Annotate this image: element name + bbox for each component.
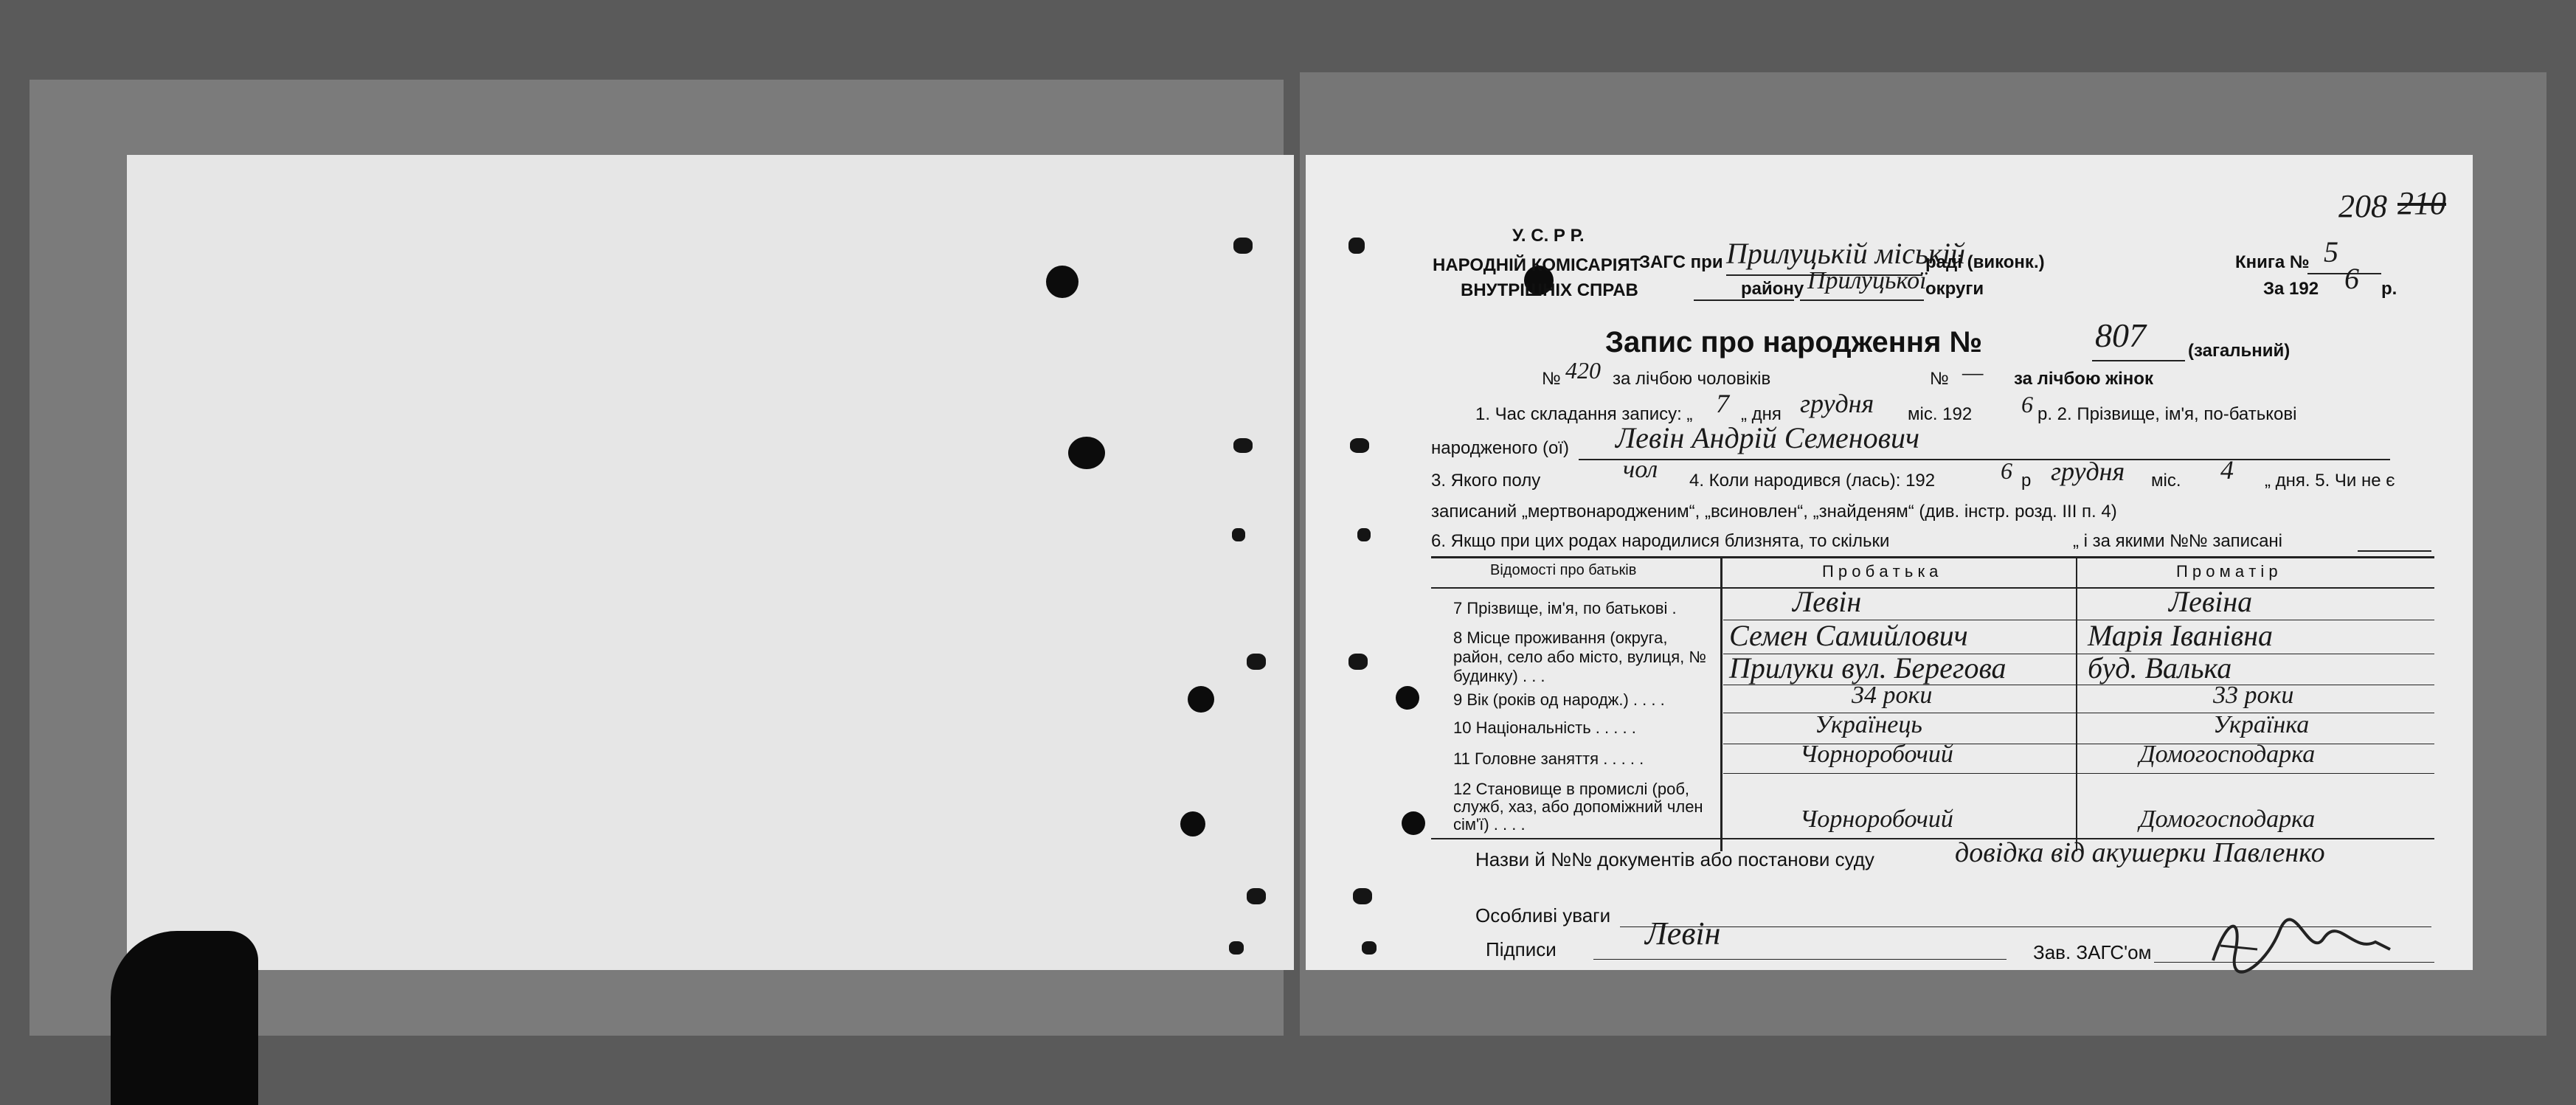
binding-hole (1353, 888, 1372, 904)
col-header-mother: П р о м а т і р (2176, 562, 2278, 581)
book-label: Книга № (2235, 252, 2310, 272)
birth-month: грудня (2051, 457, 2125, 486)
binding-hole (1362, 941, 1377, 955)
blank-left-page (127, 155, 1294, 970)
mother-status: Домогосподарка (2139, 806, 2316, 833)
field1-label: 1. Час складання запису: „ (1475, 404, 1693, 424)
col-header-father: П р о б а т ь к а (1822, 562, 1939, 581)
binding-hole (1396, 686, 1419, 710)
raion-line (1694, 299, 1794, 301)
year-digit: 6 (2344, 262, 2359, 295)
field4-year-suffix: р (2021, 471, 2032, 491)
zags-rada-suffix: раді (виконк.) (1925, 252, 2045, 272)
field4-month-suffix: міс. (2151, 471, 2181, 491)
zags-head-label: Зав. ЗАГС'ом (2033, 941, 2152, 963)
binding-hole (1247, 654, 1266, 670)
record-number-line (2092, 360, 2185, 361)
birth-record-day: 7 (1716, 389, 1729, 418)
binding-hole (1188, 686, 1214, 713)
field6-end-line (2358, 550, 2431, 552)
field4-label: 4. Коли народився (лась): 192 (1689, 471, 1936, 491)
record-month: грудня (1800, 389, 1874, 418)
zags-head-signature (2206, 909, 2397, 975)
field1-month-suffix: міс. 192 (1908, 404, 1973, 424)
men-prefix: № (1542, 369, 1561, 389)
archive-crossed-number: 210 (2397, 185, 2446, 221)
signatures-label: Підписи (1486, 938, 1557, 960)
col-header-parents: Відомості про батьків (1490, 562, 1637, 578)
docs-value: довідка від акушерки Павленко (1955, 837, 2325, 868)
table-top-border (1431, 556, 2434, 558)
child-name: Левін Андрій Семенович (1616, 421, 1920, 454)
signature-value: Левін (1645, 915, 1721, 952)
field5-cont: записаний „мертвонародженим“, „всиновлен“, „знайденям“ (див. інстр. розд. III п. 4) (1431, 502, 2117, 522)
row-label-occupation: 11 Головне заняття . . . . . (1453, 749, 1644, 768)
father-given-names: Семен Самийлович (1729, 619, 1968, 652)
row-label-status (1453, 780, 1719, 834)
binding-hole (1247, 888, 1266, 904)
docs-label: Назви й №№ документів або постанови суду (1475, 848, 1874, 870)
binding-hole (1348, 238, 1365, 254)
women-prefix: № (1930, 369, 1949, 389)
women-number: — (1962, 358, 1984, 385)
field6-label: 6. Якщо при цих родах народилися близнята, то скільки (1431, 531, 1890, 551)
binding-hole (1350, 438, 1369, 453)
men-number: 420 (1565, 357, 1601, 384)
father-occupation: Чорноробочий (1800, 741, 1953, 768)
father-age: 34 роки (1852, 682, 1933, 709)
birth-day: 4 (2220, 455, 2234, 485)
binding-hole (1233, 238, 1253, 254)
mother-occupation: Домогосподарка (2139, 741, 2316, 768)
thumb-shadow (111, 931, 258, 1105)
field1-day-suffix: „ дня (1741, 404, 1782, 424)
birth-year: 6 (2001, 457, 2012, 484)
row-label-residence (1453, 628, 1719, 686)
binding-hole (1068, 437, 1105, 469)
mother-nationality: Українка (2213, 711, 2310, 738)
record-number: 807 (2095, 316, 2146, 354)
binding-hole (1046, 266, 1078, 298)
row-label-status-text: 12 Становище в промислі (роб, служб, хаз, або допоміжний член сім'ї) . . . . (1453, 780, 1703, 834)
sex-value: чол (1623, 456, 1658, 483)
okruha-suffix: округи (1925, 279, 1984, 299)
binding-hole (1229, 941, 1244, 955)
binding-hole (1180, 811, 1205, 836)
archive-page-number: 208 (2338, 188, 2387, 224)
women-suffix: за лічбою жінок (2014, 369, 2153, 389)
table-divider-mother (2076, 558, 2077, 851)
mother-given-names: Марія Іванівна (2088, 619, 2274, 652)
zags-place: Прилуцькій міській (1726, 237, 1966, 270)
row-line (1723, 773, 2434, 774)
year-suffix: р. (2381, 279, 2397, 299)
year-label: За 192 (2263, 279, 2319, 299)
ussr-label: У. С. Р Р. (1512, 226, 1585, 246)
table-divider-father (1720, 558, 1722, 851)
commissariat-line1: НАРОДНІЙ КОМІСАРІЯТ (1433, 255, 1641, 275)
book-number: 5 (2324, 235, 2338, 269)
commissariat-line2: ВНУТРІШНІХ СПРАВ (1461, 280, 1638, 300)
raion-suffix: району (1741, 279, 1804, 299)
table-header-border (1431, 587, 2434, 589)
row-label-residence-text: 8 Місце проживання (округа, район, село або місто, вулиця, № будинку) . . . (1453, 628, 1706, 685)
mother-surname: Левіна (2169, 585, 2253, 618)
notes-label: Особливі уваги (1475, 904, 1611, 926)
child-name-line (1579, 459, 2390, 460)
row-label-name: 7 Прізвище, ім'я, по батькові . (1453, 599, 1677, 617)
father-surname: Левін (1793, 585, 1862, 618)
row-label-nationality: 10 Національність . . . . . (1453, 718, 1636, 737)
father-nationality: Українець (1815, 711, 1922, 738)
field3-label: 3. Якого полу (1431, 471, 1541, 491)
field4-day-suffix: „ дня. 5. Чи не є (2265, 471, 2395, 491)
record-title: Запис про народження № (1605, 326, 1983, 358)
binding-hole (1233, 438, 1253, 453)
men-suffix: за лічбою чоловіків (1613, 369, 1771, 389)
binding-hole (1348, 654, 1368, 670)
father-address: Прилуки вул. Берегова (1729, 651, 2007, 685)
mother-address: буд. Валька (2088, 651, 2232, 685)
binding-hole (1232, 528, 1245, 541)
record-year: 6 (2021, 391, 2033, 418)
zags-prefix: ЗАГС при (1639, 252, 1723, 272)
field6-mid: „ і за якими №№ записані (2073, 531, 2283, 551)
okruha-line (1800, 299, 1924, 301)
father-status: Чорноробочий (1800, 806, 1953, 833)
binding-hole (1402, 811, 1425, 835)
binding-hole (1357, 528, 1371, 541)
signature-line (1593, 959, 2007, 960)
raion-place: Прилуцької (1807, 267, 1927, 294)
mother-age: 33 роки (2213, 682, 2294, 709)
row-label-age: 9 Вік (років од народж.) . . . . (1453, 690, 1665, 709)
field1-year-suffix: р. 2. Прізвище, ім'я, по-батькові (2037, 404, 2297, 424)
field2-label: народженого (ої) (1431, 438, 1570, 458)
record-title-suffix: (загальний) (2188, 341, 2291, 361)
